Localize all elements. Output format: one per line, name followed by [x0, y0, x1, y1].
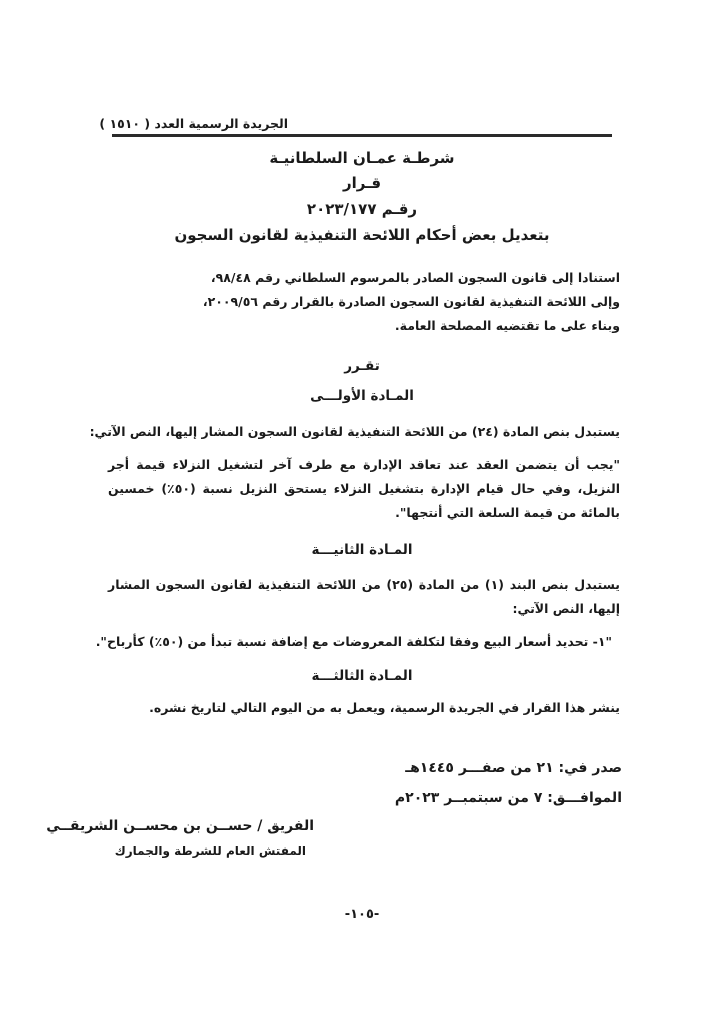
- article-3-heading: المـادة الثالثـــة: [311, 668, 413, 684]
- preamble-line: وإلى اللائحة التنفيذية لقانون السجون الصادرة بالقرار رقم ٢٠٠٩/٥٦،: [202, 294, 620, 309]
- article-1-quote: "يجب أن يتضمن العقد عند تعاقد الإدارة مع طرف آخر لتشغيل النزلاء قيمة أجر النزيل، وفي حال قيام الإدارة بتشغيل النزلاء يستحق النزيل نسبة (٥٠٪) خمسين بالمائة من قيمة السلعة التي أنتجها".: [108, 457, 621, 520]
- decides-heading: تقـرر: [344, 358, 380, 374]
- issued-date: صدر في: ٢١ من صفـــر ١٤٤٥هـ: [405, 760, 622, 776]
- corresponding-date: الموافـــق: ٧ من سبتمبــر ٢٠٢٣م: [394, 790, 622, 806]
- issuing-authority: شرطـة عمـان السلطانيـة: [269, 149, 455, 167]
- document-type: قـرار: [342, 174, 382, 192]
- signatory-title: المفتش العام للشرطة والجمارك: [114, 844, 306, 858]
- page-number: -١٠٥-: [344, 907, 380, 922]
- preamble-line: استنادا إلى قانون السجون الصادر بالمرسوم السلطاني رقم ٩٨/٤٨،: [210, 270, 620, 285]
- header-rule: [112, 134, 612, 137]
- article-2-quote: "١- تحديد أسعار البيع وفقا لتكلفة المعروضات مع إضافة نسبة تبدأ من (٥٠٪) كأرباح".: [95, 634, 612, 649]
- article-1-heading: المـادة الأولـــى: [310, 388, 414, 404]
- article-2-intro: يستبدل بنص البند (١) من المادة (٢٥) من اللائحة التنفيذية لقانون السجون المشار إليها، النص الآتي:: [108, 577, 620, 616]
- article-1-intro: يستبدل بنص المادة (٢٤) من اللائحة التنفيذية لقانون السجون المشار إليها، النص الآتي:: [89, 424, 620, 439]
- gazette-header-label: الجريدة الرسمية العدد ( ١٥١٠ ): [99, 116, 288, 131]
- article-3-intro: ينشر هذا القرار في الجريدة الرسمية، ويعمل به من اليوم التالي لتاريخ نشره.: [149, 700, 620, 715]
- preamble-line: وبناء على ما تقتضيه المصلحة العامة.: [394, 318, 620, 333]
- decision-number: رقـم ٢٠٢٣/١٧٧: [306, 200, 418, 218]
- signatory-name: الفريق / حســن بن محســن الشريقــي: [46, 818, 314, 834]
- decision-subject: بتعديل بعض أحكام اللائحة التنفيذية لقانون السجون: [174, 226, 550, 244]
- article-2-heading: المـادة الثانيـــة: [311, 542, 413, 558]
